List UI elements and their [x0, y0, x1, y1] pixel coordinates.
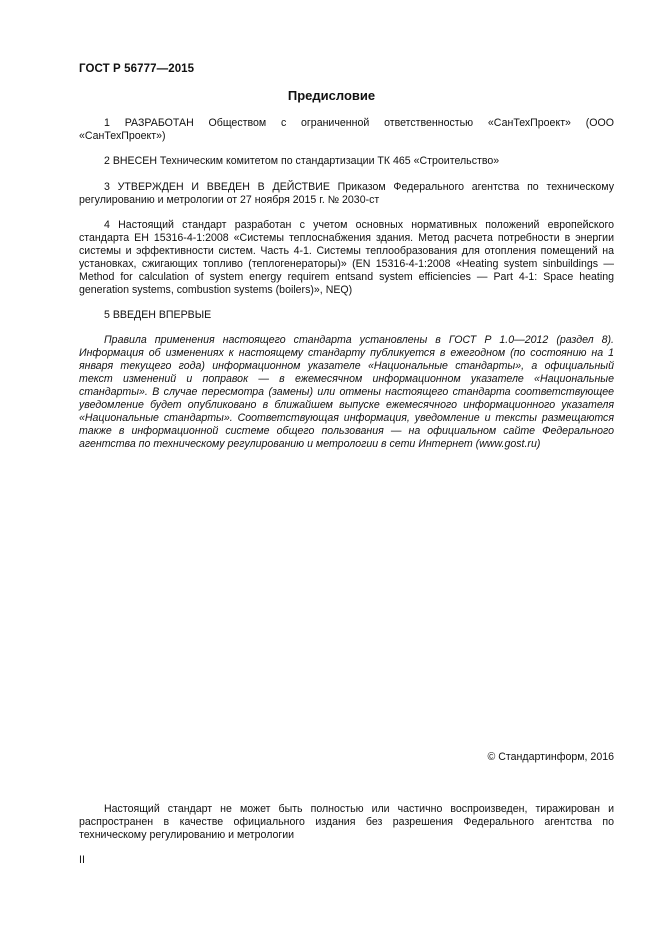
paragraph-approved: 3 УТВЕРЖДЕН И ВВЕДЕН В ДЕЙСТВИЕ Приказом Федерального агентства по техническому регулированию и метрологии от 27 ноября 2015 г. № 2030-ст [79, 180, 614, 206]
rules-notice: Правила применения настоящего стандарта установлены в ГОСТ Р 1.0—2012 (раздел 8). Информация об изменениях к настоящему стандарту публикуется в ежегодном (по состоянию на 1 января текущего года) информационном указателе «Национальные стандарты», а официальный текст изменений и поправок — в ежемесячном информационном указателе «Национальные стандарты». В случае пересмотра (замены) или отмены настоящего стандарта соответствующее уведомление будет опубликовано в ближайшем выпуске ежемесячного информационного указателя «Национальные стандарты». Соответствующая информация, уведомление и тексты размещаются также в информационной системе общего пользования — на официальном сайте Федерального агентства по техническому регулированию и метрологии в сети Интернет (www.gost.ru) [79, 334, 614, 450]
page-number: II [79, 854, 85, 866]
paragraph-first-introduced: 5 ВВЕДЕН ВПЕРВЫЕ [104, 308, 212, 321]
foreword-body [79, 117, 614, 463]
copyright-line: © Стандартинформ, 2016 [487, 751, 614, 763]
standard-id-header: ГОСТ Р 56777—2015 [79, 63, 195, 75]
page-title: Предисловие [287, 88, 376, 103]
paragraph-developed-by: 1 РАЗРАБОТАН Обществом с ограниченной ответственностью «СанТехПроект» (ООО «СанТехПроект») [79, 117, 614, 142]
paragraph-based-on: 4 Настоящий стандарт разработан с учетом основных нормативных положений европейского стандарта ЕН 15316-4-1:2008 «Системы теплоснабжения здания. Метод расчета потребности в энергии системы и эффективности систем. Часть 4-1. Системы теплообразования для отопления помещений на установках, сжигающих топливо (теплогенераторы)» (EN 15316-4-1:2008 «Heating system sinbuildings — Method for calculation of system energy requirem entsand system efficiencies — Part 4-1: Space heating generation systems, combustion systems (boilers)», NEQ) [79, 219, 614, 296]
paragraph-submitted-by: 2 ВНЕСЕН Техническим комитетом по стандартизации ТК 465 «Строительство» [104, 155, 500, 168]
reproduction-notice: Настоящий стандарт не может быть полностью или частично воспроизведен, тиражирован и распространен в качестве официального издания без разрешения Федерального агентства по техническому регулированию и метрологии [79, 803, 614, 841]
